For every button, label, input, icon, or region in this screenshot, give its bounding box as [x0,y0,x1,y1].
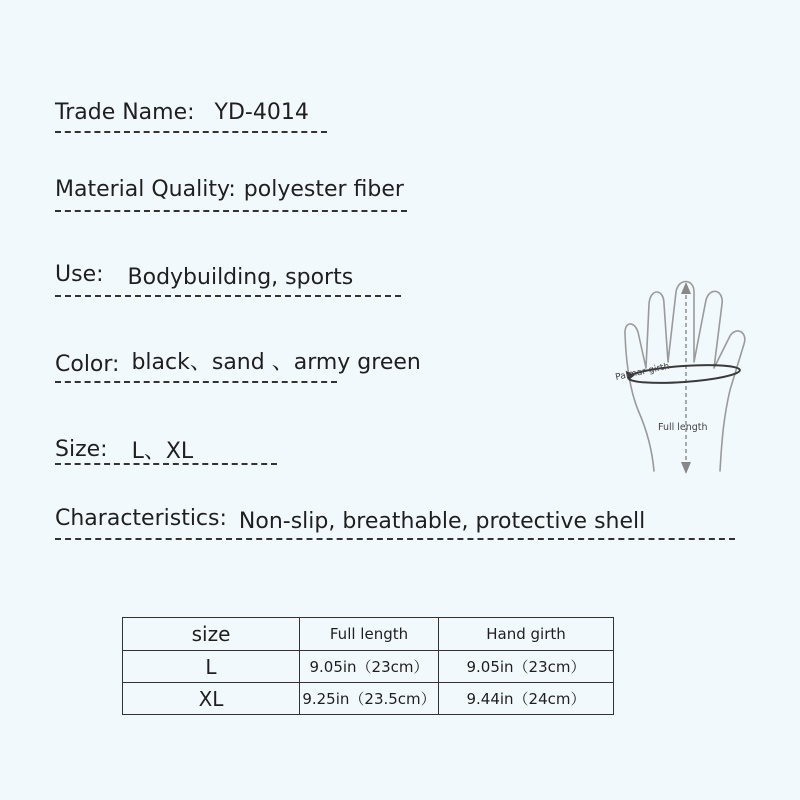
spec-characteristics [55,506,646,534]
size-chart-table [122,617,614,715]
spec-label: Characteristics: [55,506,227,531]
spec-size [55,432,193,463]
palmar-girth-label: Palmar girth [614,361,671,383]
spec-material [55,177,404,202]
table-row [123,651,614,683]
dashed-underline [55,381,337,383]
table-cell: XL [123,683,300,715]
table-cell: L [123,651,300,683]
spec-value: YD-4014 [214,100,309,125]
table-cell: 9.05in（23cm） [300,651,439,683]
dashed-underline [55,295,401,297]
spec-color [55,347,421,378]
table-header-cell: Full length [300,618,439,651]
spec-trade-name [55,100,309,125]
table-header-cell: Hand girth [439,618,614,651]
table-cell: 9.25in（23.5cm） [300,683,439,715]
spec-value: Bodybuilding, sports [127,265,354,290]
spec-label: Use: [55,262,104,287]
spec-use [55,262,354,290]
spec-value: Non-slip, breathable, protective shell [238,509,646,534]
full-length-label: Full length [658,422,708,433]
spec-label: Trade Name: [55,100,195,125]
spec-label: Size: [55,437,108,462]
dashed-underline [55,538,735,540]
dashed-underline [55,131,327,133]
spec-label: Material Quality: [55,177,236,202]
arrow-down-icon [681,462,691,474]
hand-measurement-diagram [612,278,762,478]
arrow-up-icon [681,282,691,294]
table-cell: 9.44in（24cm） [439,683,614,715]
spec-label: Color: [55,352,120,377]
dashed-underline [55,463,277,465]
dashed-underline [55,210,407,212]
table-cell: 9.05in（23cm） [439,651,614,683]
spec-value: polyester fiber [243,177,404,202]
spec-value: L、XL [131,439,194,464]
table-row [123,683,614,715]
spec-value: black、sand 、army green [131,350,421,375]
table-header-row [123,618,614,651]
table-header-cell: size [123,618,300,651]
